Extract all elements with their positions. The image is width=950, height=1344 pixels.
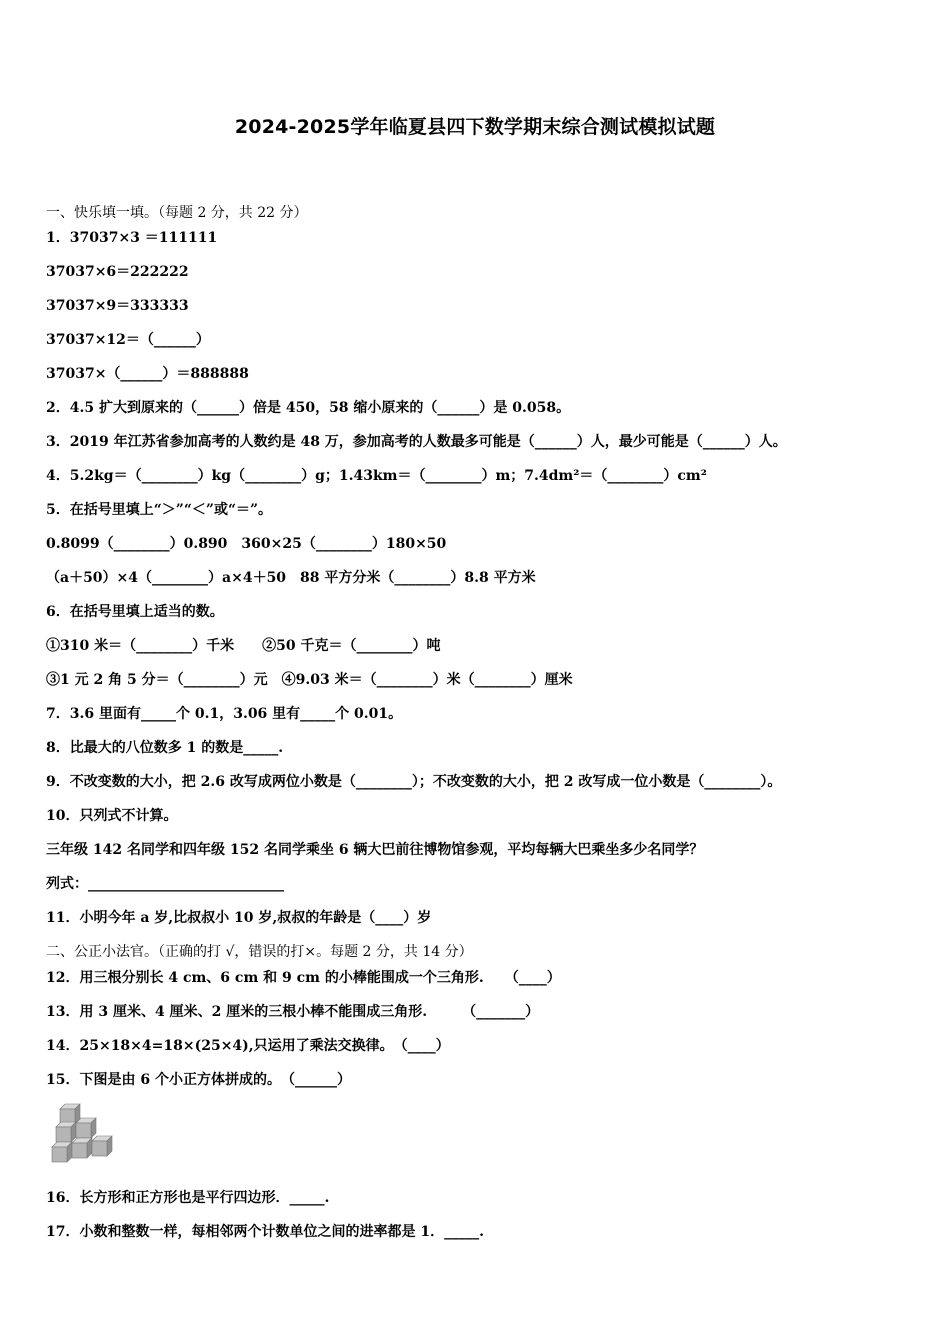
question-line: 37037×6＝222222 (46, 264, 189, 280)
question-line: 列式：____________________________ (46, 876, 284, 892)
question-line: 8．比最大的八位数多 1 的数是_____. (46, 740, 284, 756)
question-line: 37037×12＝（______） (46, 332, 210, 348)
question-line: 1．37037×3 ＝111111 (46, 230, 218, 246)
question-line: 10．只列式不计算。 (46, 808, 178, 824)
question-line: 17．小数和整数一样，每相邻两个计数单位之间的进率都是 1．_____. (46, 1224, 484, 1240)
question-line: 4．5.2kg＝（________）kg（________）g；1.43km＝（________）m；7.4dm²＝（________）cm² (46, 468, 707, 484)
page-title: 2024-2025学年临夏县四下数学期末综合测试模拟试题 (234, 116, 716, 138)
question-line: 7．3.6 里面有_____个 0.1，3.06 里有_____个 0.01。 (46, 706, 403, 722)
question-line: 一、快乐填一填。（每题 2 分，共 22 分） (46, 205, 308, 221)
question-line: 15．下图是由 6 个小正方体拼成的。 （______） (46, 1072, 351, 1088)
question-line: 三年级 142 名同学和四年级 152 名同学乘坐 6 辆大巴前往博物馆参观，平均每辆大巴乘坐多少名同学？ (46, 842, 704, 858)
question-line: 二、公正小法官。（正确的打 √，错误的打×。每题 2 分，共 14 分） (46, 944, 473, 960)
stacked-cubes-figure (50, 1102, 120, 1168)
question-line: 9．不改变数的大小，把 2.6 改写成两位小数是（________）；不改变数的大小，把 2 改写成一位小数是（________）。 (46, 774, 782, 790)
question-line: 16．长方形和正方形也是平行四边形．_____. (46, 1190, 330, 1206)
question-line: 14．25×18×4=18×(25×4),只运用了乘法交换律。 （____） (46, 1038, 450, 1054)
question-line: 37037×9＝333333 (46, 298, 189, 314)
question-line: 0.8099（________）0.890 360×25（________）180×50 (46, 536, 447, 552)
question-line: 2．4.5 扩大到原来的（______）倍是 450，58 缩小原来的（______）是 0.058。 (46, 400, 571, 416)
question-line: 3．2019 年江苏省参加高考的人数约是 48 万，参加高考的人数最多可能是（______）人，最少可能是（______）人。 (46, 434, 787, 450)
question-line: 12．用三根分别长 4 cm、6 cm 和 9 cm 的小棒能围成一个三角形. （____） (46, 970, 561, 986)
question-line: （a＋50）×4（________）a×4＋50 88 平方分米（________）8.8 平方米 (46, 570, 536, 586)
question-line: 13．用 3 厘米、4 厘米、2 厘米的三根小棒不能围成三角形. （_______） (46, 1004, 540, 1020)
question-line: ①310 米＝（________）千米 ②50 千克＝（________）吨 (46, 638, 441, 654)
question-line: 11．小明今年 a 岁,比叔叔小 10 岁,叔叔的年龄是（____）岁 (46, 910, 432, 926)
question-line: ③1 元 2 角 5 分＝（________）元 ④9.03 米＝（________）米（________）厘米 (46, 672, 573, 688)
question-line: 37037×（______）＝888888 (46, 366, 249, 382)
question-line: 6．在括号里填上适当的数。 (46, 604, 224, 620)
question-line: 5．在括号里填上“＞”“＜”或“＝”。 (46, 502, 273, 518)
